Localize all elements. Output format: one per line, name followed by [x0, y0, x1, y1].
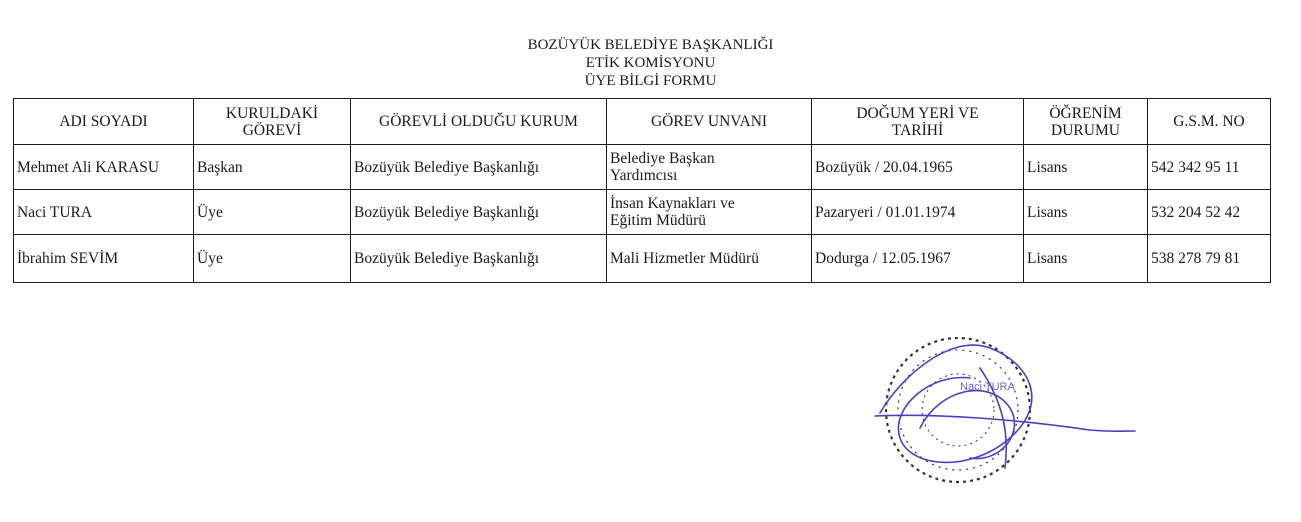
- column-header-birth-line1: DOĞUM YERİ VE: [856, 104, 979, 122]
- signature-inner-stroke: [920, 391, 1014, 459]
- cell-birth: Dodurga / 12.05.1967: [812, 235, 1024, 283]
- column-header-role-line1: KURULDAKİ: [225, 104, 319, 122]
- cell-title-line2: Eğitim Müdürü: [610, 212, 707, 229]
- column-header-birth: [812, 99, 1024, 145]
- column-header-education-line1: ÖĞRENİM: [1049, 104, 1122, 122]
- cell-title: [607, 145, 812, 190]
- column-header-title: GÖREV UNVANI: [607, 99, 812, 145]
- column-header-education-line2: DURUMU: [1051, 121, 1120, 139]
- cell-role: Üye: [194, 235, 351, 283]
- cell-education: Lisans: [1024, 190, 1148, 235]
- cell-birth: Bozüyük / 20.04.1965: [812, 145, 1024, 190]
- column-header-name: ADI SOYADI: [14, 99, 194, 145]
- cell-gsm: 538 278 79 81: [1148, 235, 1271, 283]
- official-seal: [886, 338, 1030, 482]
- cell-title-line2: Yardımcısı: [610, 167, 678, 184]
- table-row: [14, 145, 1271, 190]
- cell-name: Naci TURA: [14, 190, 194, 235]
- column-header-role-line2: GÖREVİ: [242, 121, 302, 139]
- seal-and-signature-graphic: [860, 318, 1150, 508]
- cell-education: Lisans: [1024, 145, 1148, 190]
- header-form-title: ÜYE BİLGİ FORMU: [584, 73, 717, 89]
- header-institution: BOZÜYÜK BELEDİYE BAŞKANLIĞI: [527, 37, 774, 53]
- cell-title: Mali Hizmetler Müdürü: [607, 235, 812, 283]
- column-header-institution: GÖREVLİ OLDUĞU KURUM: [351, 99, 607, 145]
- cell-gsm: 542 342 95 11: [1148, 145, 1271, 190]
- document-header: [0, 36, 1301, 90]
- seal-outer-ring: [886, 338, 1030, 482]
- table-header-row: [14, 99, 1271, 145]
- cell-title: [607, 190, 812, 235]
- cell-name: Mehmet Ali KARASU: [14, 145, 194, 190]
- cell-role: Üye: [194, 190, 351, 235]
- cell-institution: Bozüyük Belediye Başkanlığı: [351, 190, 607, 235]
- handwritten-signature: [875, 345, 1135, 468]
- column-header-role: [194, 99, 351, 145]
- column-header-birth-line2: TARİHİ: [891, 121, 944, 139]
- cell-institution: Bozüyük Belediye Başkanlığı: [351, 145, 607, 190]
- cell-institution: Bozüyük Belediye Başkanlığı: [351, 235, 607, 283]
- header-commission: ETİK KOMİSYONU: [585, 55, 716, 71]
- column-header-education: [1024, 99, 1148, 145]
- cell-role: Başkan: [194, 145, 351, 190]
- cell-title-line1: Belediye Başkan: [610, 150, 715, 167]
- table-row: [14, 235, 1271, 283]
- column-header-gsm: G.S.M. NO: [1148, 99, 1271, 145]
- signature-loop: [880, 345, 1032, 462]
- signature-stamp: [860, 318, 1150, 508]
- cell-birth: Pazaryeri / 01.01.1974: [812, 190, 1024, 235]
- table-row: [14, 190, 1271, 235]
- cell-title-line1: İnsan Kaynakları ve: [610, 195, 735, 212]
- stamp-name-text: Naci TURA: [960, 381, 1015, 393]
- cell-education: Lisans: [1024, 235, 1148, 283]
- member-info-table: [13, 98, 1271, 283]
- cell-gsm: 532 204 52 42: [1148, 190, 1271, 235]
- cell-name: İbrahim SEVİM: [14, 235, 194, 283]
